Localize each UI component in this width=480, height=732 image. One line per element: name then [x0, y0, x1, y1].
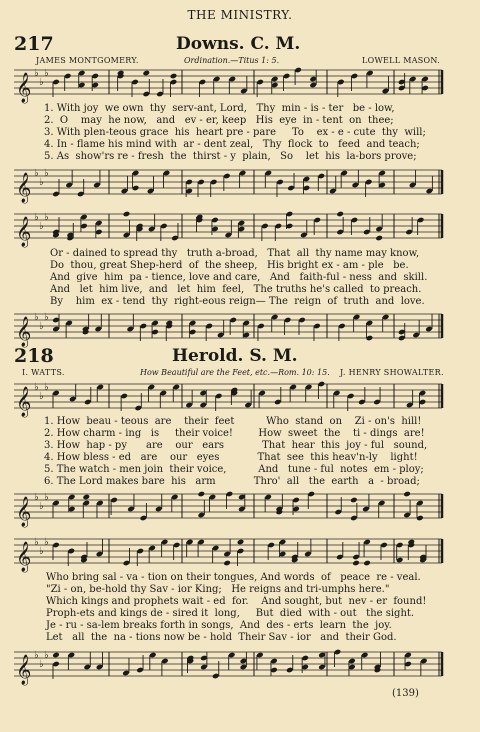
- clef-icon: 𝄞: [16, 497, 32, 527]
- clef-icon: 𝄞: [16, 73, 32, 103]
- lyric-line: 5. As show'rs re - fresh the thirst - y plain, So let his la-bors prove;: [44, 151, 417, 162]
- lyric-line: 4. In - flame his mind with ar - dent zeal, Thy flock to feed and teach;: [44, 139, 420, 150]
- lyric-line: 2. How charm - ing is their voice! How sweet the ti - dings are!: [44, 428, 425, 439]
- music-staff: [14, 310, 442, 347]
- flat-icon: ♭: [44, 537, 49, 548]
- lyric-line: 2. O may he now, and ev - er, keep His eye in - tent on thee;: [44, 115, 394, 126]
- hymn-author: I. WATTS.: [22, 368, 65, 377]
- hymn-author: JAMES MONTGOMERY.: [36, 56, 139, 65]
- flat-icon: ♭: [44, 212, 49, 223]
- flat-icon: ♭: [34, 492, 39, 503]
- hymn-number: 217: [14, 33, 54, 55]
- flat-icon: ♭: [44, 312, 49, 323]
- lyric-line: Proph-ets and kings de - sired it long, But died with - out the sight.: [46, 608, 415, 619]
- flat-icon: ♭: [34, 382, 39, 393]
- music-staff: [14, 66, 442, 103]
- hymn-title: Downs. C. M.: [176, 34, 301, 54]
- flat-icon: ♭: [39, 546, 44, 557]
- clef-icon: 𝄞: [16, 542, 32, 572]
- lyric-line: 3. How hap - py are our ears That hear this joy - ful sound,: [44, 440, 428, 451]
- music-staff: [14, 535, 442, 572]
- clef-icon: 𝄞: [16, 655, 32, 685]
- page-number: (139): [392, 688, 419, 699]
- music-staff: [14, 648, 442, 685]
- lyric-line: Do thou, great Shep-herd of the sheep, His bright ex - am - ple be.: [50, 260, 409, 271]
- scripture-reference: How Beautiful are the Feet, etc.—Rom. 10: 15.: [140, 368, 330, 377]
- music-staff: [14, 166, 442, 203]
- hymn-composer: J. HENRY SHOWALTER.: [340, 368, 444, 377]
- lyric-line: And give him pa - tience, love and care, And faith-ful - ness and skill.: [50, 272, 428, 283]
- lyric-line: Which kings and prophets wait - ed for. And sought, but nev - er found!: [46, 596, 427, 607]
- music-staff: [14, 210, 442, 247]
- lyric-line: 5. The watch - men join their voice, And tune - ful notes em - ploy;: [44, 464, 424, 475]
- flat-icon: ♭: [39, 77, 44, 88]
- lyric-line: 6. The Lord makes bare his arm Thro' all the earth a - broad;: [44, 476, 420, 487]
- clef-icon: 𝄞: [16, 387, 32, 417]
- flat-icon: ♭: [39, 391, 44, 402]
- flat-icon: ♭: [34, 650, 39, 661]
- scripture-reference: Ordination.—Titus 1: 5.: [184, 56, 280, 65]
- page-header: THE MINISTRY.: [187, 8, 293, 22]
- lyric-line: And let him live, and let him feel, The truths he's called to preach.: [50, 284, 422, 295]
- flat-icon: ♭: [44, 492, 49, 503]
- flat-icon: ♭: [34, 537, 39, 548]
- lyric-line: 3. With plen-teous grace his heart pre - pare To ex - e - cute thy will;: [44, 127, 426, 138]
- hymn-number: 218: [14, 345, 54, 367]
- flat-icon: ♭: [39, 501, 44, 512]
- flat-icon: ♭: [34, 312, 39, 323]
- lyric-line: Je - ru - sa-lem breaks forth in songs, And des - erts learn the joy.: [46, 620, 392, 631]
- flat-icon: ♭: [44, 168, 49, 179]
- flat-icon: ♭: [34, 68, 39, 79]
- flat-icon: ♭: [44, 68, 49, 79]
- clef-icon: 𝄞: [16, 317, 32, 347]
- clef-icon: 𝄞: [16, 217, 32, 247]
- lyric-line: Who bring sal - va - tion on their tongues, And words of peace re - veal.: [46, 572, 421, 583]
- flat-icon: ♭: [39, 221, 44, 232]
- lyric-line: Or - dained to spread thy truth a-broad, That all thy name may know,: [50, 248, 420, 259]
- lyric-line: 1. How beau - teous are their feet Who stand on Zi - on's hill!: [44, 416, 422, 427]
- music-staff: [14, 380, 442, 417]
- flat-icon: ♭: [39, 177, 44, 188]
- lyric-line: By him ex - tend thy right-eous reign— The reign of truth and love.: [50, 296, 425, 307]
- lyric-line: 4. How bless - ed are our eyes That see this heav'n-ly light!: [44, 452, 418, 463]
- lyric-line: Let all the na - tions now be - hold Their Sav - ior and their God.: [46, 632, 397, 643]
- flat-icon: ♭: [34, 212, 39, 223]
- lyric-line: 1. With joy we own thy serv-ant, Lord, Thy min - is - ter be - low,: [44, 103, 395, 114]
- hymn-title: Herold. S. M.: [172, 346, 298, 366]
- clef-icon: 𝄞: [16, 173, 32, 203]
- music-staff: [14, 490, 442, 527]
- flat-icon: ♭: [39, 659, 44, 670]
- hymn-composer: LOWELL MASON.: [362, 56, 441, 65]
- lyric-line: "Zi - on, be-hold thy Sav - ior King; He reigns and tri-umphs here.": [46, 584, 390, 595]
- flat-icon: ♭: [34, 168, 39, 179]
- flat-icon: ♭: [44, 382, 49, 393]
- flat-icon: ♭: [44, 650, 49, 661]
- flat-icon: ♭: [39, 321, 44, 332]
